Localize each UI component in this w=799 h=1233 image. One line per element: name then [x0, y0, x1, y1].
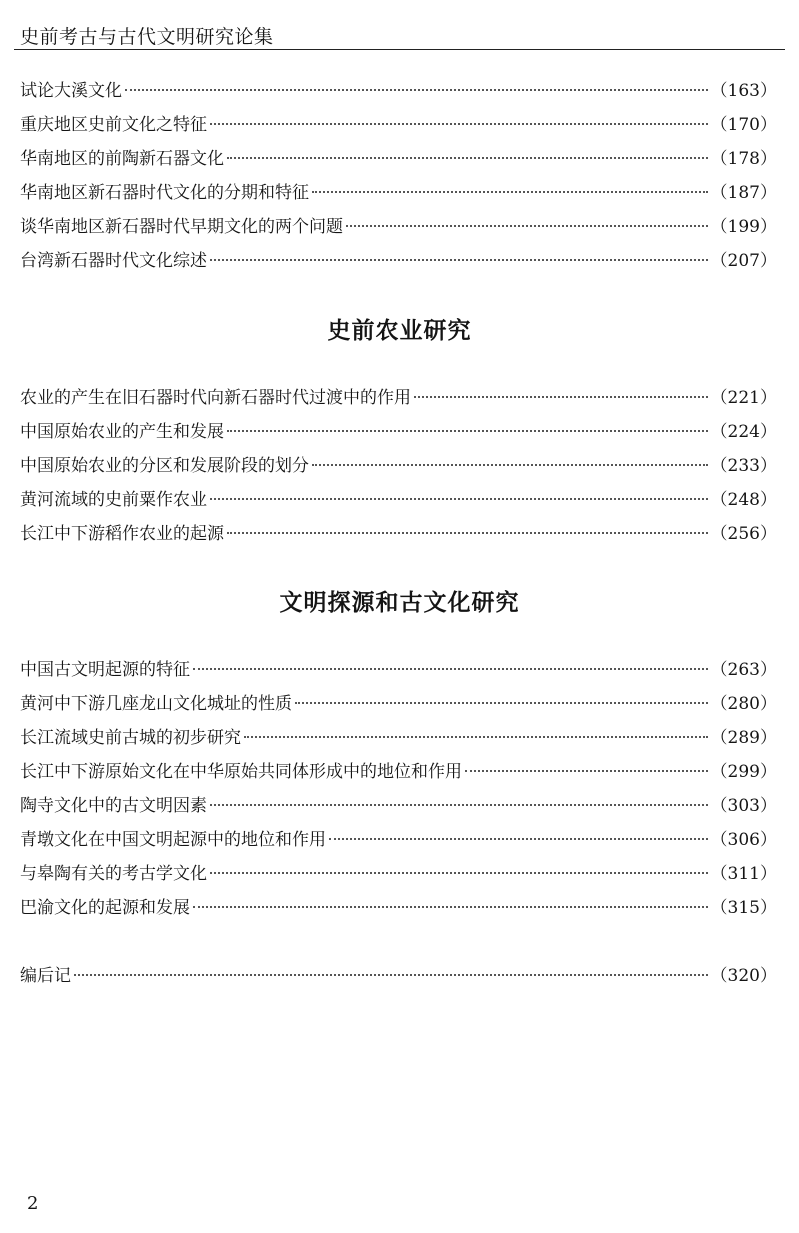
dot-leader — [312, 464, 708, 466]
toc-entry-page: （280） — [710, 693, 777, 714]
toc-entry-page: （187） — [710, 182, 777, 203]
toc-entry-title: 农业的产生在旧石器时代向新石器时代过渡中的作用 — [20, 387, 411, 408]
dot-leader — [312, 191, 708, 193]
toc-entry-title: 编后记 — [20, 965, 71, 986]
toc-entry-title: 长江中下游稻作农业的起源 — [20, 523, 224, 544]
toc-entry[interactable] — [20, 378, 777, 412]
toc-entry-page: （170） — [710, 114, 777, 135]
toc-entry-title: 黄河流域的史前粟作农业 — [20, 489, 207, 510]
section-heading-civilization: 文明探源和古文化研究 — [279, 589, 520, 616]
toc-entry[interactable] — [20, 786, 777, 820]
section-heading-agriculture: 史前农业研究 — [327, 317, 472, 344]
dot-leader — [210, 804, 708, 806]
toc-entry-page: （320） — [710, 965, 777, 986]
toc-entry-title: 重庆地区史前文化之特征 — [20, 114, 207, 135]
toc-entry-title: 中国古文明起源的特征 — [20, 659, 190, 680]
toc-entry[interactable] — [20, 514, 777, 548]
toc-entry-page: （248） — [710, 489, 777, 510]
toc-entry-page: （233） — [710, 455, 777, 476]
toc-entry[interactable] — [20, 480, 777, 514]
dot-leader — [329, 838, 708, 840]
toc-entry-title: 华南地区新石器时代文化的分期和特征 — [20, 182, 309, 203]
toc-entry[interactable] — [20, 650, 777, 684]
toc-entry-page: （221） — [710, 387, 777, 408]
toc-entry-title: 谈华南地区新石器时代早期文化的两个问题 — [20, 216, 343, 237]
dot-leader — [210, 259, 708, 261]
toc-entry-page: （299） — [710, 761, 777, 782]
toc-entry-title: 试论大溪文化 — [20, 80, 122, 101]
toc-group-1 — [20, 71, 777, 275]
toc-entry[interactable] — [20, 241, 777, 275]
toc-entry-page: （289） — [710, 727, 777, 748]
toc-entry[interactable] — [20, 718, 777, 752]
toc-entry[interactable] — [20, 752, 777, 786]
toc-entry-title: 长江流域史前古城的初步研究 — [20, 727, 241, 748]
toc-entry[interactable] — [20, 139, 777, 173]
toc-entry-title: 陶寺文化中的古文明因素 — [20, 795, 207, 816]
toc-group-agriculture — [20, 378, 777, 548]
dot-leader — [125, 89, 708, 91]
header-rule — [14, 49, 785, 50]
dot-leader — [227, 157, 708, 159]
toc-entry-title: 与皋陶有关的考古学文化 — [20, 863, 207, 884]
toc-entry-page: （163） — [710, 80, 777, 101]
toc-entry-title: 华南地区的前陶新石器文化 — [20, 148, 224, 169]
toc-group-civilization — [20, 650, 777, 922]
dot-leader — [210, 123, 708, 125]
page-number: 2 — [27, 1193, 39, 1214]
dot-leader — [193, 668, 708, 670]
toc-entry[interactable] — [20, 684, 777, 718]
toc-entry[interactable] — [20, 820, 777, 854]
dot-leader — [227, 532, 708, 534]
toc-entry-page: （306） — [710, 829, 777, 850]
dot-leader — [210, 872, 708, 874]
toc-entry-afterword[interactable] — [20, 956, 777, 990]
toc-group-afterword — [20, 956, 777, 990]
toc-entry-page: （303） — [710, 795, 777, 816]
dot-leader — [244, 736, 708, 738]
toc-entry[interactable] — [20, 854, 777, 888]
toc-entry[interactable] — [20, 446, 777, 480]
dot-leader — [193, 906, 708, 908]
dot-leader — [295, 702, 708, 704]
dot-leader — [210, 498, 708, 500]
dot-leader — [414, 396, 708, 398]
toc-entry[interactable] — [20, 71, 777, 105]
toc-entry[interactable] — [20, 888, 777, 922]
toc-entry[interactable] — [20, 412, 777, 446]
dot-leader — [227, 430, 708, 432]
toc-entry[interactable] — [20, 105, 777, 139]
toc-entry-page: （207） — [710, 250, 777, 271]
toc-entry-page: （178） — [710, 148, 777, 169]
toc-entry-page: （311） — [710, 863, 777, 884]
toc-entry[interactable] — [20, 173, 777, 207]
dot-leader — [465, 770, 708, 772]
toc-entry-title: 黄河中下游几座龙山文化城址的性质 — [20, 693, 292, 714]
toc-entry[interactable] — [20, 207, 777, 241]
running-head: 史前考古与古代文明研究论集 — [20, 26, 274, 48]
toc-entry-page: （256） — [710, 523, 777, 544]
toc-entry-title: 长江中下游原始文化在中华原始共同体形成中的地位和作用 — [20, 761, 462, 782]
toc-entry-title: 台湾新石器时代文化综述 — [20, 250, 207, 271]
dot-leader — [346, 225, 708, 227]
toc-entry-title: 中国原始农业的产生和发展 — [20, 421, 224, 442]
toc-entry-page: （263） — [710, 659, 777, 680]
toc-entry-title: 中国原始农业的分区和发展阶段的划分 — [20, 455, 309, 476]
toc-entry-page: （224） — [710, 421, 777, 442]
toc-entry-page: （315） — [710, 897, 777, 918]
toc-entry-title: 巴渝文化的起源和发展 — [20, 897, 190, 918]
toc-entry-title: 青墩文化在中国文明起源中的地位和作用 — [20, 829, 326, 850]
dot-leader — [74, 974, 708, 976]
toc-entry-page: （199） — [710, 216, 777, 237]
